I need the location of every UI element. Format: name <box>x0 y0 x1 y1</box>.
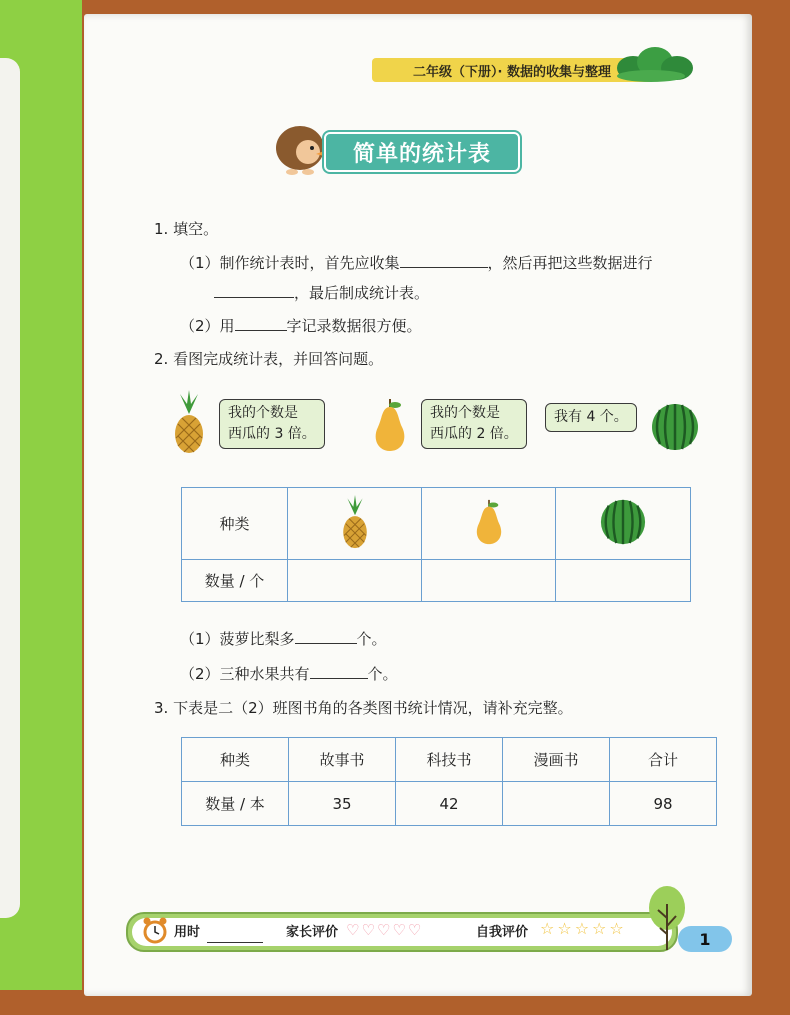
q2-sub1-text-a: （1）菠萝比梨多 <box>180 630 295 648</box>
speech-bubble-pear <box>421 399 527 449</box>
bubble-pineapple-line2: 西瓜的 3 倍。 <box>228 426 316 442</box>
q2-sub2-text-b: 个。 <box>367 665 398 683</box>
alarm-clock-icon <box>142 916 168 944</box>
table-cell-pear <box>422 488 556 560</box>
speech-bubble-watermelon: 我有 4 个。 <box>545 403 637 432</box>
q2-sub2 <box>180 663 398 684</box>
pear-icon <box>472 498 506 546</box>
parent-evaluation-label: 家长评价 <box>286 925 339 940</box>
table-input-pineapple[interactable] <box>288 560 422 602</box>
parent-rating-hearts[interactable]: ♡♡♡♡♡ <box>346 921 424 939</box>
blank-field[interactable] <box>400 253 488 268</box>
q1-part1-line2 <box>214 282 429 303</box>
q1-part1-text-c: ，最后制成统计表。 <box>294 284 430 302</box>
left-page-card <box>0 58 20 918</box>
blank-field[interactable] <box>214 283 294 298</box>
time-label: 用时 <box>174 925 201 940</box>
page-number: 1 <box>678 926 732 952</box>
q1-part2-line <box>180 315 422 336</box>
pineapple-icon <box>339 495 371 549</box>
q2-sub2-text-a: （2）三种水果共有 <box>180 665 310 683</box>
blank-field[interactable] <box>310 664 368 679</box>
table-row-label: 数量 / 本 <box>182 782 289 826</box>
table-row-label-type: 种类 <box>182 488 288 560</box>
watermelon-icon <box>650 402 700 452</box>
bubble-pear-line1: 我的个数是 <box>430 405 500 421</box>
table-cell-story: 35 <box>289 782 396 826</box>
trees-icon <box>615 46 697 86</box>
table-header-cell: 合计 <box>610 738 717 782</box>
q1-part1-text-b: ，然后再把这些数据进行 <box>487 254 653 272</box>
chapter-header: 二年级（下册）· 数据的收集与整理 <box>372 58 652 82</box>
blank-field[interactable] <box>235 316 287 331</box>
table-row-label-count: 数量 / 个 <box>182 560 288 602</box>
table-header-cell: 科技书 <box>396 738 503 782</box>
table-input-comics[interactable] <box>503 782 610 826</box>
pear-icon <box>370 397 410 453</box>
table-header-cell: 种类 <box>182 738 289 782</box>
watermelon-icon <box>599 498 647 546</box>
section-title-group <box>268 118 528 180</box>
q1-part1-line1 <box>180 252 653 273</box>
q1-part1-text-a: （1）制作统计表时，首先应收集 <box>180 254 400 272</box>
q2-sub1 <box>180 628 387 649</box>
table-cell-watermelon <box>556 488 691 560</box>
self-rating-stars[interactable]: ☆☆☆☆☆ <box>540 919 627 938</box>
time-input[interactable] <box>207 928 263 943</box>
book-count-table <box>181 737 717 826</box>
q1-part2-text-a: （2）用 <box>180 317 235 335</box>
q3-title: 3. 下表是二（2）班图书角的各类图书统计情况，请补充完整。 <box>154 699 573 717</box>
speech-bubble-pineapple <box>219 399 325 449</box>
blank-field[interactable] <box>295 629 357 644</box>
table-cell-total: 98 <box>610 782 717 826</box>
bubble-pineapple-line1: 我的个数是 <box>228 405 298 421</box>
pineapple-icon <box>170 390 208 454</box>
q1-part2-text-b: 字记录数据很方便。 <box>286 317 422 335</box>
table-cell-pineapple <box>288 488 422 560</box>
bubble-pear-line2: 西瓜的 2 倍。 <box>430 426 518 442</box>
self-evaluation-label: 自我评价 <box>476 925 529 940</box>
table-header-cell: 漫画书 <box>503 738 610 782</box>
section-title: 简单的统计表 <box>324 132 520 172</box>
q2-sub1-text-b: 个。 <box>356 630 387 648</box>
table-header-cell: 故事书 <box>289 738 396 782</box>
table-input-pear[interactable] <box>422 560 556 602</box>
table-input-watermelon[interactable] <box>556 560 691 602</box>
table-cell-science: 42 <box>396 782 503 826</box>
fruit-count-table <box>181 487 691 602</box>
q1-title: 1. 填空。 <box>154 220 219 238</box>
q2-title: 2. 看图完成统计表，并回答问题。 <box>154 350 384 368</box>
